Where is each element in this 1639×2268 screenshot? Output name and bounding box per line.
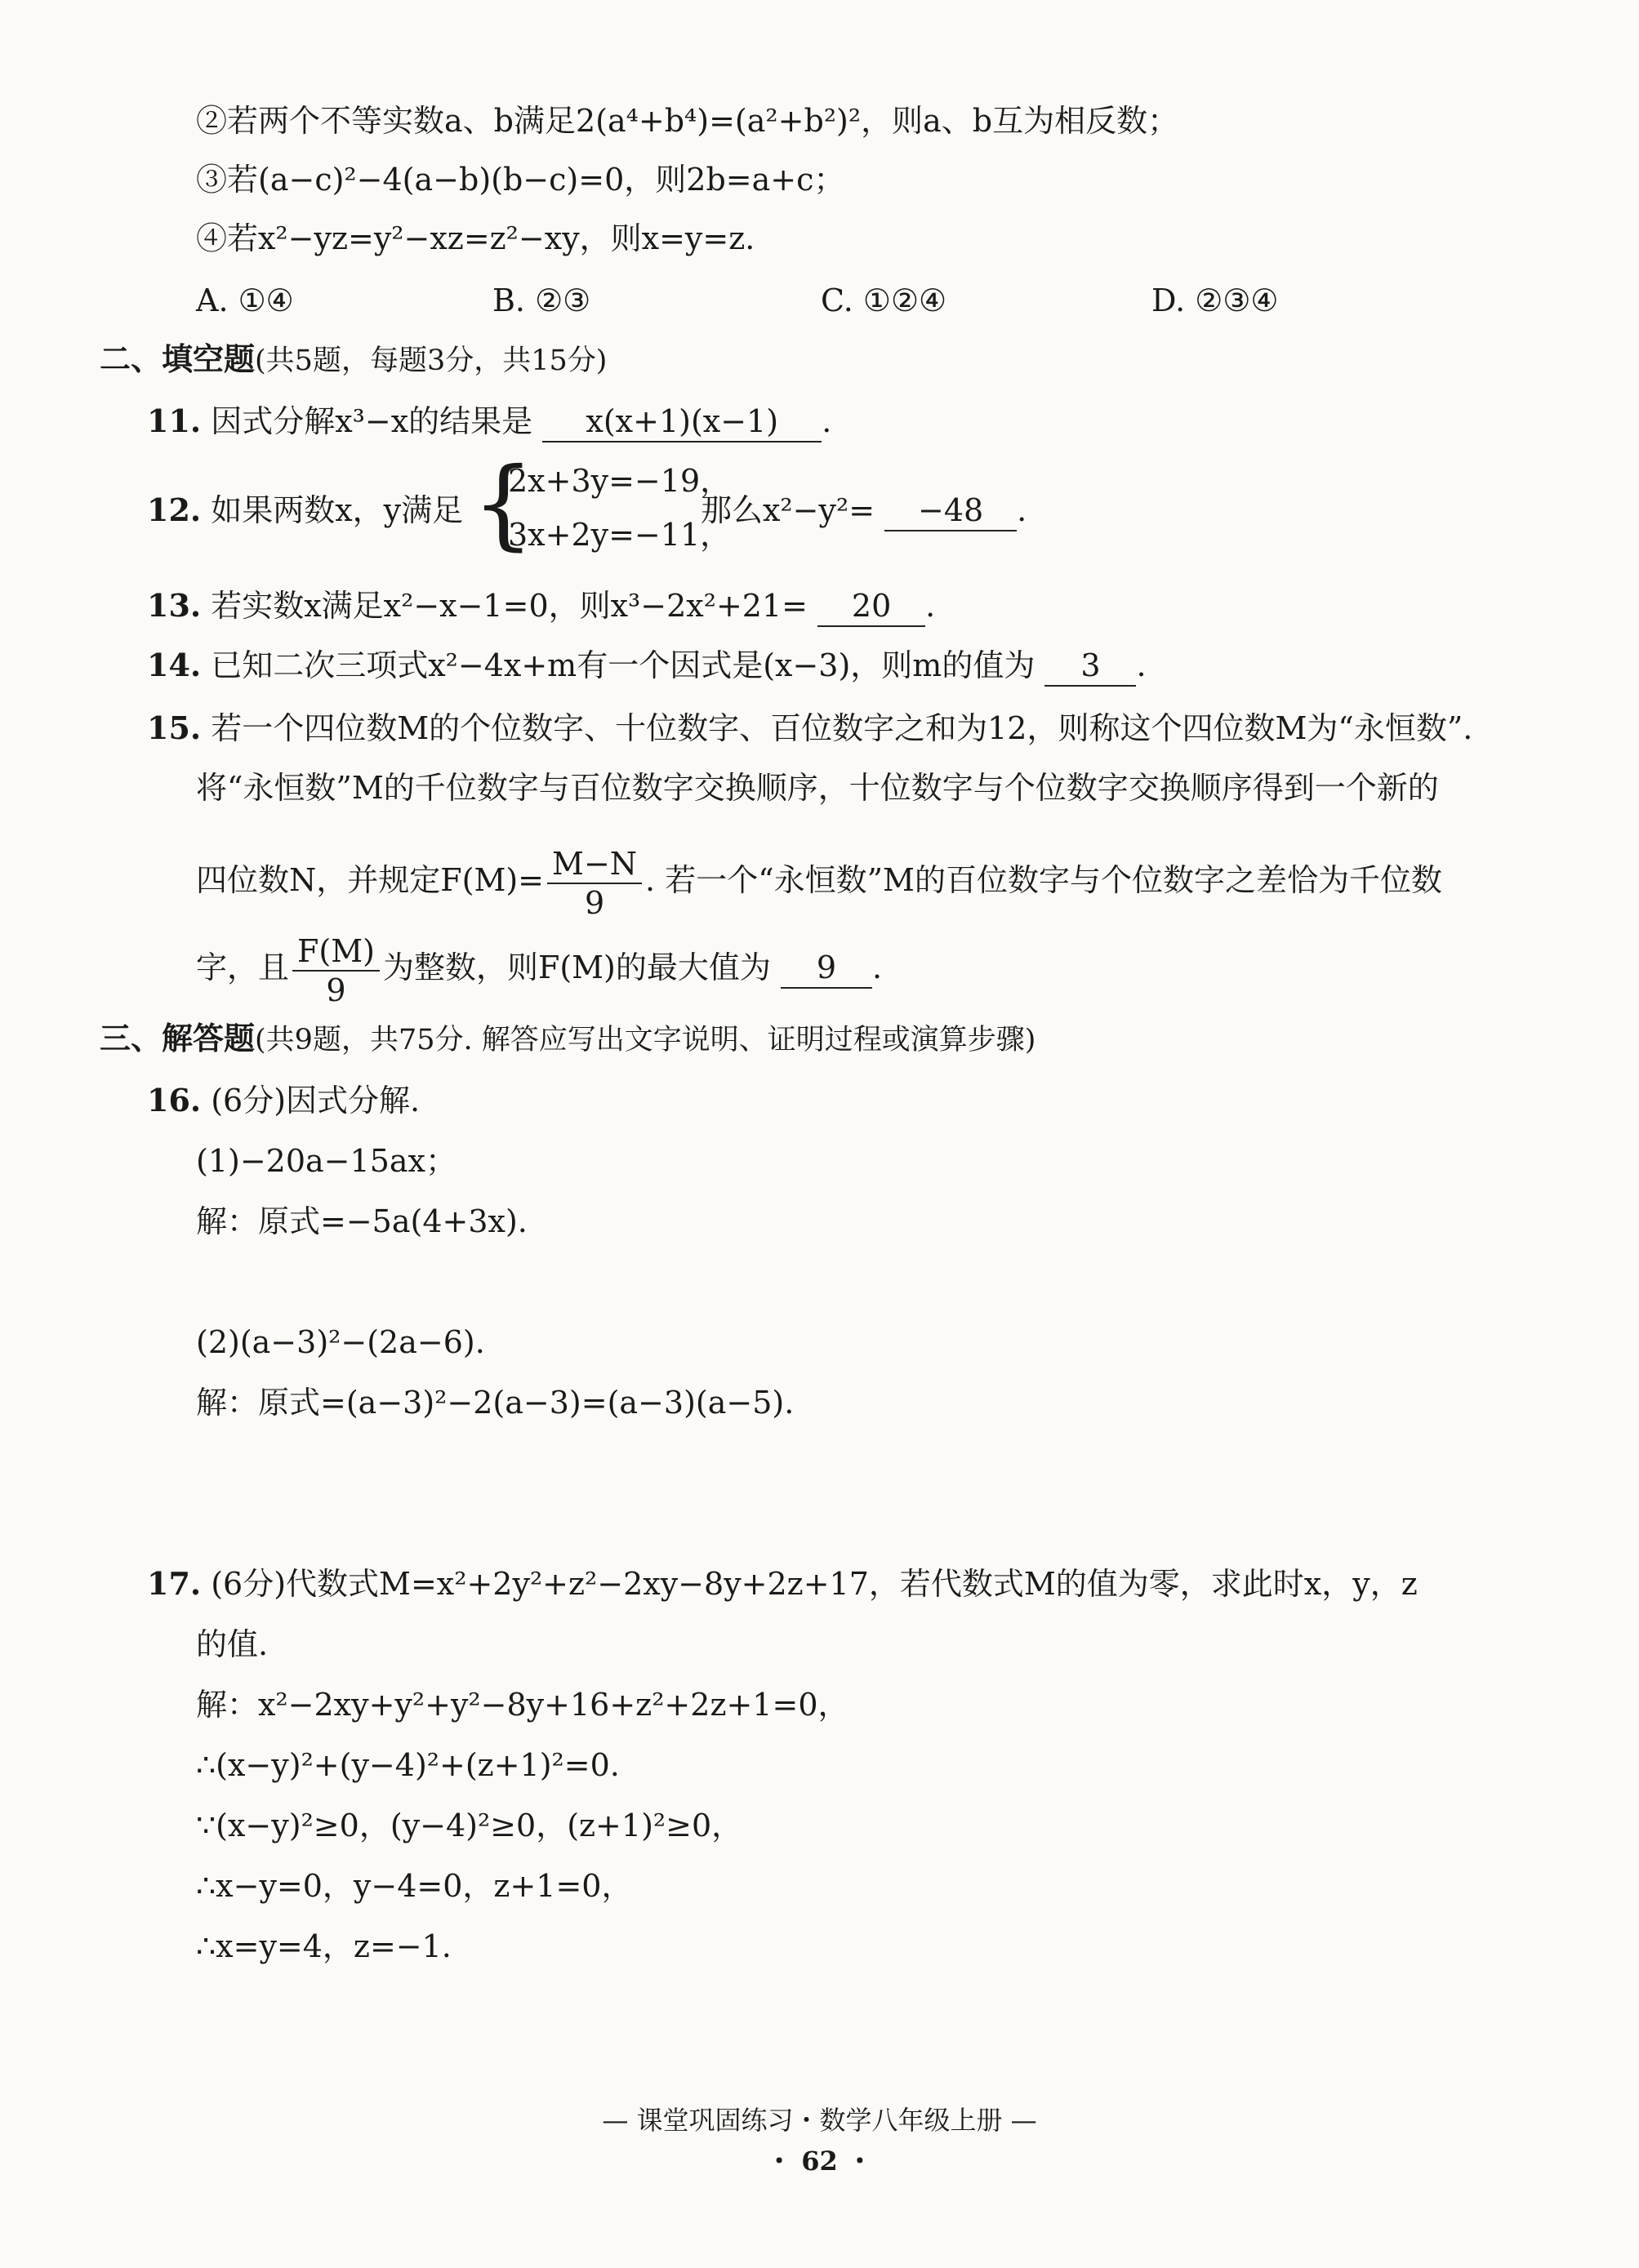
answer-blank: −48 — [884, 491, 1017, 531]
question-14 — [147, 641, 1147, 690]
question-number: 11. — [147, 402, 202, 439]
question-text: 字，且 — [196, 949, 290, 985]
question-17-line-1 — [147, 1559, 1418, 1608]
question-text: 四位数N，并规定F(M)= — [196, 862, 545, 898]
question-text: 为整数，则F(M)的最大值为 — [382, 949, 771, 985]
period: . — [871, 949, 883, 985]
equation-1: 2x+3y=−19， — [508, 463, 732, 499]
question-number: 14. — [147, 647, 202, 683]
section-2-note: (共5题，每题3分，共15分) — [255, 345, 608, 377]
question-number: 15. — [147, 709, 202, 746]
fraction-fm — [292, 932, 380, 1009]
fraction-m-minus-n — [547, 845, 642, 922]
question-text: 那么x²−y²= — [701, 492, 875, 528]
question-17-line-2: 的值. — [196, 1626, 269, 1662]
q17-solution-4: ∴x−y=0，y−4=0，z+1=0， — [196, 1868, 633, 1904]
page-number: ・ 62 ・ — [766, 2146, 873, 2177]
option-b: B. ②③ — [492, 282, 591, 318]
question-15-line-3 — [196, 839, 1442, 922]
q17-solution-1: 解：x²−2xy+y²+y²−8y+16+z²+2z+1=0， — [196, 1687, 849, 1723]
question-number: 17. — [147, 1565, 202, 1602]
question-text: 若一个四位数M的个位数字、十位数字、百位数字之和为12，则称这个四位数M为“永恒数”. — [211, 710, 1473, 746]
question-12 — [147, 486, 463, 535]
question-15-line-2: 将“永恒数”M的千位数字与百位数字交换顺序，十位数字与个位数字交换顺序得到一个新的 — [196, 770, 1439, 806]
fraction-denominator: 9 — [584, 884, 605, 921]
question-text: 因式分解x³−x的结果是 — [211, 403, 533, 439]
left-brace: { — [472, 447, 535, 561]
section-3-header — [100, 1014, 1036, 1065]
question-number: 12. — [147, 491, 202, 528]
question-text: 若实数x满足x²−x−1=0，则x³−2x²+21= — [211, 588, 808, 624]
period: . — [822, 403, 832, 439]
question-16 — [147, 1076, 420, 1125]
question-number: 13. — [147, 587, 202, 624]
question-text: . 若一个“永恒数”M的百位数字与个位数字之差恰为千位数 — [645, 862, 1442, 898]
equation-system — [472, 447, 732, 563]
question-11 — [147, 397, 831, 446]
option-d: D. ②③④ — [1151, 282, 1279, 318]
equation-2: 3x+2y=−11， — [508, 517, 732, 553]
question-text: (6分)因式分解. — [211, 1083, 421, 1118]
period: . — [1017, 492, 1027, 528]
fraction-denominator: 9 — [326, 972, 346, 1008]
section-3-title: 三、解答题 — [100, 1021, 256, 1056]
footer-title: — 课堂巩固练习・数学八年级上册 — — [602, 2105, 1037, 2136]
option-c: C. ①②④ — [821, 282, 947, 318]
q17-solution-2: ∴(x−y)²+(y−4)²+(z+1)²=0. — [196, 1747, 620, 1783]
statement-4: ④若x²−yz=y²−xz=z²−xy，则x=y=z. — [196, 220, 755, 256]
question-text: 如果两数x，y满足 — [211, 492, 464, 528]
answer-blank: 3 — [1044, 646, 1136, 687]
answer-blank: 20 — [817, 586, 925, 627]
question-12-tail — [701, 486, 1027, 535]
q17-solution-5: ∴x=y=4，z=−1. — [196, 1928, 452, 1964]
statement-3: ③若(a−c)²−4(a−b)(b−c)=0，则2b=a+c； — [196, 162, 845, 198]
fraction-numerator: M−N — [547, 845, 642, 884]
q16-solution-2: 解：原式=(a−3)²−2(a−3)=(a−3)(a−5). — [196, 1385, 795, 1421]
q17-solution-3: ∵(x−y)²≥0，(y−4)²≥0，(z+1)²≥0， — [196, 1808, 743, 1843]
section-2-title: 二、填空题 — [100, 341, 256, 377]
fraction-numerator: F(M) — [292, 932, 380, 972]
q16-part-1: (1)−20a−15ax； — [196, 1143, 457, 1179]
statement-2: ②若两个不等实数a、b满足2(a⁴+b⁴)=(a²+b²)²，则a、b互为相反数； — [196, 103, 1179, 139]
answer-blank: x(x+1)(x−1) — [542, 402, 822, 442]
question-number: 16. — [147, 1082, 202, 1118]
question-15-line-1 — [147, 704, 1472, 753]
section-2-header — [100, 335, 607, 385]
option-a: A. ①④ — [196, 282, 294, 318]
answer-blank: 9 — [781, 948, 872, 989]
question-13 — [147, 581, 935, 630]
period: . — [925, 588, 936, 624]
question-text: (6分)代数式M=x²+2y²+z²−2xy−8y+2z+17，若代数式M的值为零，求此时x，y，z — [211, 1566, 1418, 1602]
period: . — [1136, 647, 1147, 683]
question-15-line-4 — [196, 927, 882, 1009]
q16-part-2: (2)(a−3)²−(2a−6). — [196, 1324, 485, 1360]
question-text: 已知二次三项式x²−4x+m有一个因式是(x−3)，则m的值为 — [211, 647, 1036, 683]
section-3-note: (共9题，共75分. 解答应写出文字说明、证明过程或演算步骤) — [255, 1024, 1036, 1056]
q16-solution-1: 解：原式=−5a(4+3x). — [196, 1203, 528, 1239]
